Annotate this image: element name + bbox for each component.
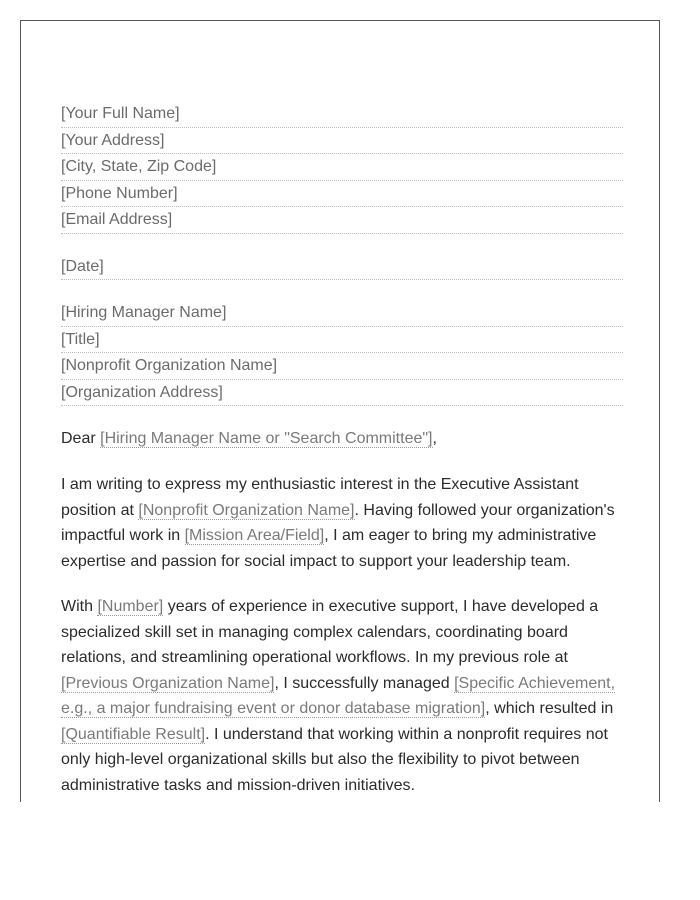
- recipient-title-field[interactable]: [Title]: [61, 327, 623, 354]
- salutation-suffix: ,: [432, 430, 437, 447]
- paragraph-text: years of experience in executive support, I have developed a specialized skill set in managing complex calendars, coordinating board relations, and streamlining operational workflows. In my previous role at: [61, 598, 599, 666]
- letter-page: [20, 20, 660, 802]
- date-block: [61, 254, 623, 281]
- placeholder-quantifiable-result[interactable]: [Quantifiable Result]: [61, 725, 206, 743]
- placeholder-specific-achievement[interactable]: [Specific Achievement, e.g., a major fundraising event or donor database migration]: [61, 674, 616, 717]
- salutation: [61, 426, 623, 452]
- recipient-organization-address-field[interactable]: [Organization Address]: [61, 380, 623, 407]
- placeholder-years-number[interactable]: [Number]: [97, 598, 164, 615]
- paragraph-text: , I am eager to bring my administrative expertise and passion for social impact to support your leadership team.: [61, 527, 597, 570]
- sender-block: [61, 101, 623, 234]
- paragraph-intro: [61, 472, 623, 574]
- salutation-placeholder[interactable]: [Hiring Manager Name or "Search Committee"]: [100, 430, 433, 447]
- letter-content: [61, 101, 623, 802]
- salutation-prefix: Dear: [61, 430, 101, 447]
- paragraph-text: , which resulted in: [485, 700, 614, 717]
- sender-email-field[interactable]: [Email Address]: [61, 207, 623, 234]
- paragraph-text: I am writing to express my enthusiastic interest in the Executive Assistant position at: [61, 476, 579, 519]
- placeholder-previous-organization[interactable]: [Previous Organization Name]: [61, 674, 275, 692]
- paragraph-text: , I successfully managed: [274, 674, 455, 692]
- sender-address-field[interactable]: [Your Address]: [61, 128, 623, 155]
- recipient-organization-field[interactable]: [Nonprofit Organization Name]: [61, 353, 623, 380]
- sender-city-state-zip-field[interactable]: [City, State, Zip Code]: [61, 154, 623, 181]
- paragraph-text: . I understand that working within a nonprofit requires not only high-level organizational skills but also the flexibility to pivot between administrative tasks and mission-driven initiatives.: [61, 725, 608, 794]
- paragraph-text: With: [61, 598, 98, 615]
- placeholder-mission-area[interactable]: [Mission Area/Field]: [184, 527, 325, 544]
- spacer: [61, 280, 623, 300]
- recipient-manager-name-field[interactable]: [Hiring Manager Name]: [61, 300, 623, 327]
- sender-phone-field[interactable]: [Phone Number]: [61, 181, 623, 208]
- date-field[interactable]: [Date]: [61, 254, 623, 281]
- placeholder-organization-name[interactable]: [Nonprofit Organization Name]: [138, 501, 355, 519]
- sender-full-name-field[interactable]: [Your Full Name]: [61, 101, 623, 128]
- paragraph-experience: [61, 594, 623, 798]
- spacer: [61, 234, 623, 254]
- paragraph-text: . Having followed your organization's impactful work in: [61, 501, 615, 544]
- recipient-block: [61, 300, 623, 406]
